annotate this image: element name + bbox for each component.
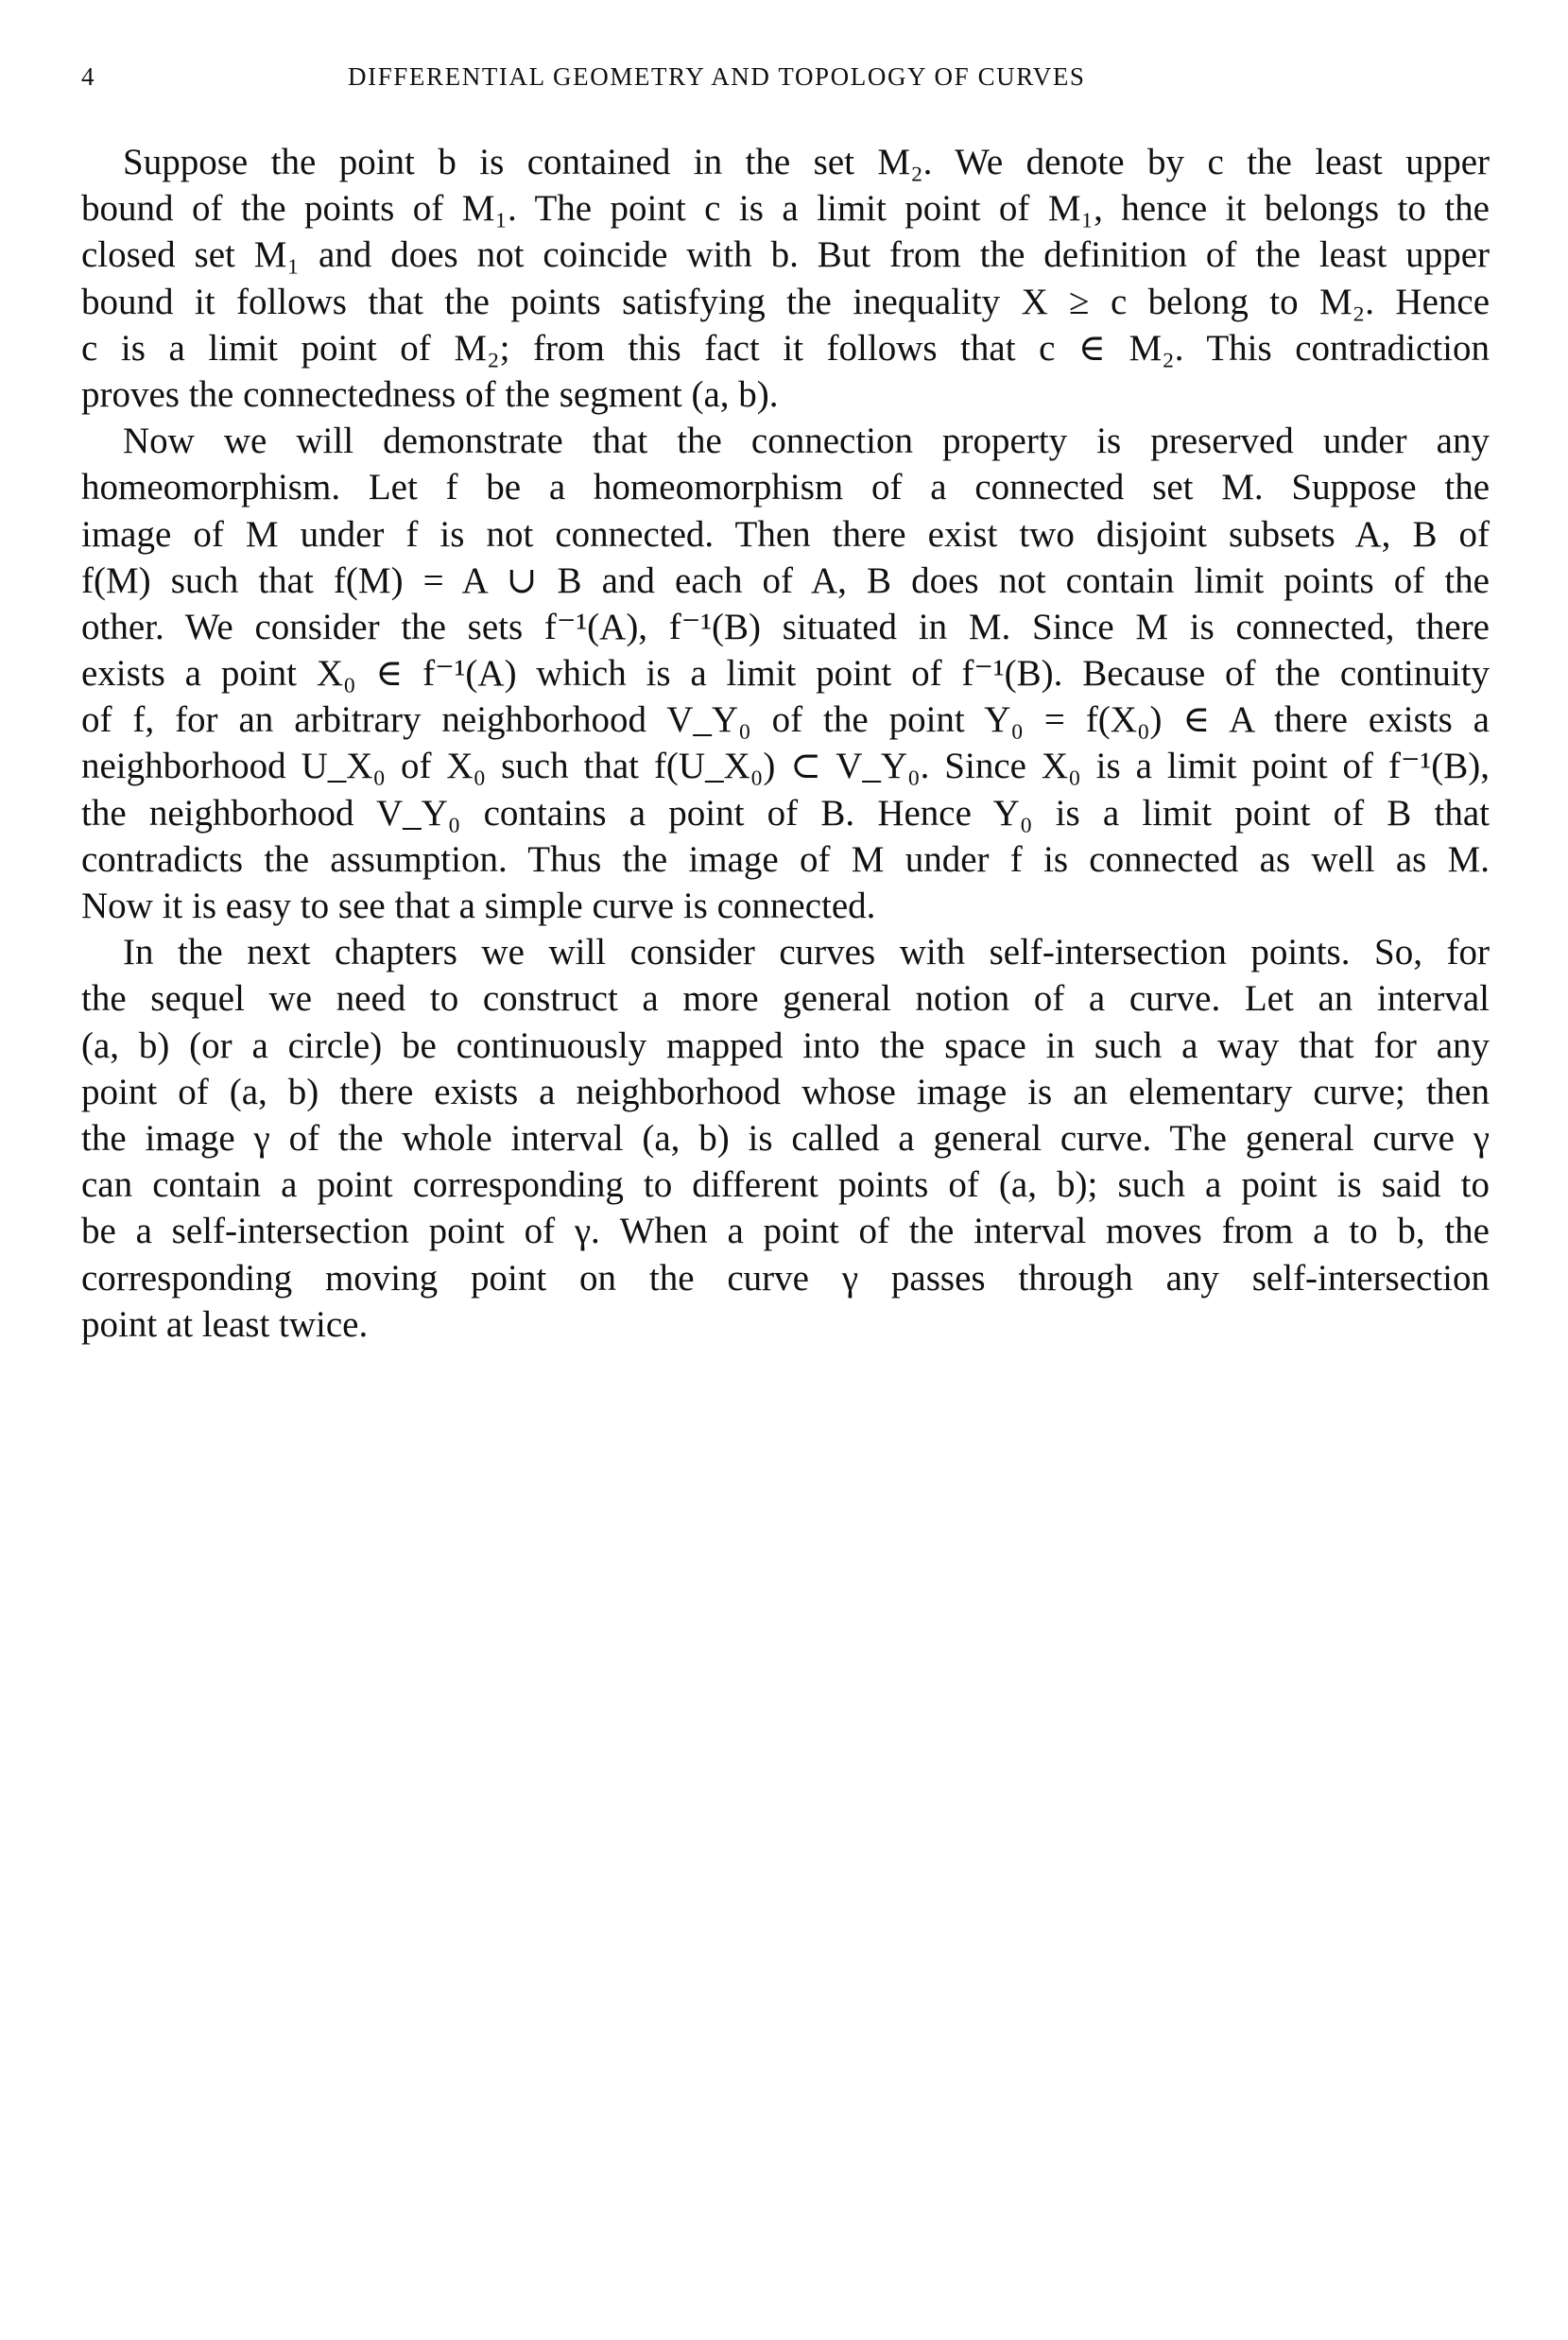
paragraph-connectedness-proof [81, 139, 1490, 418]
text-line: proves the connectedness of the segment (a, b). [81, 373, 779, 415]
text-line: point of (a, b) there exists a neighborhood whose image is an elementary curve; then [81, 1071, 1490, 1112]
text-line: closed set M₁ and does not coincide with b. But from the definition of the least upper [81, 234, 1490, 276]
text-line: of f, for an arbitrary neighborhood V_Y₀ of the point Y₀ = f(X₀) ∈ A there exists a [81, 699, 1490, 741]
text-line: be a self-intersection point of γ. When a point of the interval moves from a to b, the [81, 1211, 1490, 1252]
text-line: bound of the points of M₁. The point c is a limit point of M₁, hence it belongs to the [81, 188, 1490, 230]
text-line: f(M) such that f(M) = A ∪ B and each of A, B does not contain limit points of the [81, 559, 1490, 601]
page-number: 4 [81, 62, 95, 91]
text-line: c is a limit point of M₂; from this fact it follows that c ∈ M₂. This contradiction [81, 327, 1490, 369]
text-line: Now it is easy to see that a simple curve is connected. [81, 886, 876, 926]
text-line: the neighborhood V_Y₀ contains a point of B. Hence Y₀ is a limit point of B that [81, 792, 1490, 834]
text-line: image of M under f is not connected. Then there exist two disjoint subsets A, B of [81, 513, 1490, 555]
paragraph-general-curve [81, 929, 1490, 1348]
text-line: contradicts the assumption. Thus the image of M under f is connected as well as M. [81, 838, 1490, 880]
body-text [81, 139, 1490, 1348]
text-line: neighborhood U_X₀ of X₀ such that f(U_X₀) ⊂ V_Y₀. Since X₀ is a limit point of f⁻¹(B), [81, 746, 1490, 787]
text-line: Now we will demonstrate that the connection property is preserved under any [123, 421, 1490, 462]
running-head-title: DIFFERENTIAL GEOMETRY AND TOPOLOGY OF CURVES [348, 62, 1086, 91]
text-line: the image γ of the whole interval (a, b) is called a general curve. The general curve γ [81, 1117, 1490, 1159]
text-line: homeomorphism. Let f be a homeomorphism of a connected set M. Suppose the [81, 467, 1490, 508]
running-header [81, 62, 1490, 100]
paragraph-homeomorphism [81, 418, 1490, 929]
text-line: exists a point X₀ ∈ f⁻¹(A) which is a limit point of f⁻¹(B). Because of the continuity [81, 653, 1490, 695]
text-line: In the next chapters we will consider curves with self-intersection points. So, for [123, 932, 1490, 973]
text-line: Suppose the point b is contained in the set M₂. We denote by c the least upper [123, 142, 1490, 182]
text-line: can contain a point corresponding to different points of (a, b); such a point is said to [81, 1164, 1490, 1206]
text-line: bound it follows that the points satisfying the inequality X ≥ c belong to M₂. Hence [81, 281, 1490, 322]
text-line: point at least twice. [81, 1303, 369, 1345]
text-line: corresponding moving point on the curve γ passes through any self-intersection [81, 1257, 1490, 1299]
text-line: the sequel we need to construct a more general notion of a curve. Let an interval [81, 978, 1490, 1020]
text-line: other. We consider the sets f⁻¹(A), f⁻¹(B) situated in M. Since M is connected, there [81, 606, 1490, 647]
text-line: (a, b) (or a circle) be continuously mapped into the space in such a way that for any [81, 1024, 1490, 1066]
